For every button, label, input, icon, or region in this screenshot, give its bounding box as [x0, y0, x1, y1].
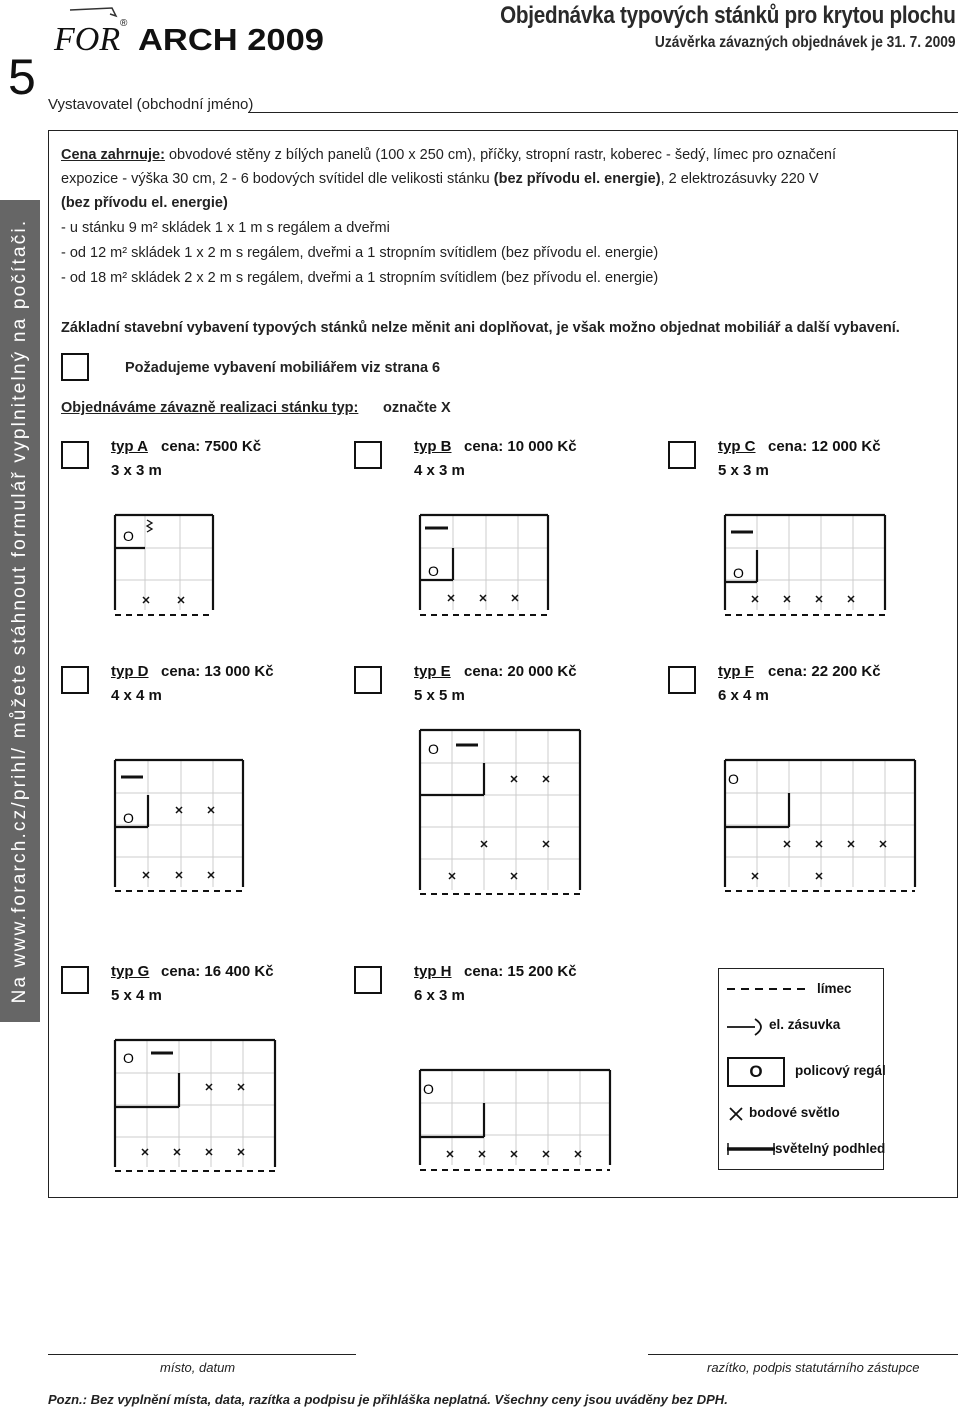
type-a-checkbox[interactable] — [61, 441, 89, 469]
includes-item-1: - u stánku 9 m² skládek 1 x 1 m s regálem a dveřmi — [61, 220, 390, 236]
svg-text:O: O — [733, 565, 744, 581]
place-date-line[interactable] — [48, 1354, 356, 1355]
includes-text-2a: expozice - výška 30 cm, 2 - 6 bodových svítidel dle velikosti stánku — [61, 171, 490, 187]
spotlight-icon — [729, 1107, 743, 1121]
type-c-name: typ C — [718, 438, 756, 455]
type-h-price: cena: 15 200 Kč — [464, 963, 577, 980]
includes-line-2 — [61, 167, 819, 191]
page-number: 5 — [8, 49, 36, 105]
legend-shelf-label: policový regál — [795, 1063, 886, 1078]
type-f-checkbox[interactable] — [668, 666, 696, 694]
svg-text:FOR: FOR — [54, 21, 121, 58]
includes-label: Cena zahrnuje: — [61, 147, 165, 163]
svg-text:O: O — [123, 810, 134, 826]
furniture-checkbox[interactable] — [61, 353, 89, 381]
collar-dashed-line-icon — [727, 983, 807, 995]
ceiling-light-icon — [727, 1143, 777, 1155]
type-b-size: 4 x 3 m — [414, 462, 465, 479]
type-g-floor-plan — [105, 1035, 285, 1180]
type-g-price: cena: 16 400 Kč — [161, 963, 274, 980]
deadline-note: Uzávěrka závazných objednávek je 31. 7. 2009 — [655, 34, 956, 51]
type-a-size: 3 x 3 m — [111, 462, 162, 479]
exhibitor-label: Vystavovatel (obchodní jméno) — [48, 96, 254, 113]
includes-text-3: (bez přívodu el. energie) — [61, 195, 228, 211]
place-date-label: místo, datum — [160, 1360, 236, 1375]
type-f-floor-plan — [715, 755, 925, 900]
type-c-checkbox[interactable] — [668, 441, 696, 469]
type-e-checkbox[interactable] — [354, 666, 382, 694]
type-a-floor-plan — [105, 510, 225, 620]
includes-item-2: - od 12 m² skládek 1 x 2 m s regálem, dveřmi a 1 stropním svítidlem (bez přívodu el. energie) — [61, 245, 659, 261]
svg-text:O: O — [123, 528, 134, 544]
type-c-floor-plan — [715, 510, 895, 620]
type-d-checkbox[interactable] — [61, 666, 89, 694]
legend-ceiling-label: světelný podhled — [775, 1141, 886, 1156]
order-label: Objednáváme závazně realizaci stánku typ: — [61, 400, 359, 416]
type-e-size: 5 x 5 m — [414, 687, 465, 704]
type-d-price: cena: 13 000 Kč — [161, 663, 274, 680]
type-c-price: cena: 12 000 Kč — [768, 438, 881, 455]
svg-text:O: O — [428, 741, 439, 757]
type-g-name: typ G — [111, 963, 150, 980]
sidebar-download-text: Na www.forarch.cz/prihl/ můžete stáhnout formulář vyplnitelný na počítači. — [9, 218, 30, 1004]
stamp-signature-label: razítko, podpis statutárního zástupce — [707, 1360, 920, 1375]
type-g-size: 5 x 4 m — [111, 987, 162, 1004]
type-b-price: cena: 10 000 Kč — [464, 438, 577, 455]
svg-text:O: O — [423, 1081, 434, 1097]
furniture-request-label: Požadujeme vybavení mobiliářem viz strana 6 — [125, 360, 441, 376]
shelf-symbol-icon: O — [727, 1057, 785, 1087]
legend-spot-label: bodové světlo — [749, 1105, 840, 1120]
type-b-checkbox[interactable] — [354, 441, 382, 469]
svg-text:O: O — [728, 771, 739, 787]
type-e-floor-plan — [410, 725, 590, 900]
page-title: Objednávka typových stánků pro krytou plochu — [500, 2, 956, 29]
type-d-name: typ D — [111, 663, 149, 680]
legend-box — [718, 968, 884, 1170]
type-g-checkbox[interactable] — [61, 966, 89, 994]
legend-collar-label: límec — [817, 981, 852, 996]
type-f-name: typ F — [718, 663, 754, 680]
footnote: Pozn.: Bez vyplnění místa, data, razítka a podpisu je přihláška neplatná. Všechny ceny jsou uváděny bez DPH. — [48, 1392, 728, 1407]
type-d-floor-plan — [105, 755, 255, 900]
type-b-floor-plan — [410, 510, 560, 620]
type-b-name: typ B — [414, 438, 452, 455]
svg-text:®: ® — [120, 18, 128, 29]
includes-text-2b: (bez přívodu el. energie) — [493, 171, 661, 187]
sidebar-download-banner — [0, 200, 40, 1022]
mark-instruction: označte X — [383, 400, 451, 416]
type-h-checkbox[interactable] — [354, 966, 382, 994]
type-a-name: typ A — [111, 438, 148, 455]
svg-text:ARCH 2009: ARCH 2009 — [138, 22, 324, 57]
type-d-size: 4 x 4 m — [111, 687, 162, 704]
stamp-signature-line[interactable] — [648, 1354, 958, 1355]
type-a-price: cena: 7500 Kč — [161, 438, 262, 455]
legend-socket-label: el. zásuvka — [769, 1017, 841, 1032]
type-e-price: cena: 20 000 Kč — [464, 663, 577, 680]
forarch-logo — [52, 6, 352, 58]
svg-text:O: O — [428, 563, 439, 579]
type-h-floor-plan — [410, 1065, 620, 1180]
socket-icon — [727, 1017, 767, 1037]
type-f-size: 6 x 4 m — [718, 687, 769, 704]
basic-equipment-note: Základní stavební vybavení typových stánků nelze měnit ani doplňovat, je však možno objednat mobiliář a další vybavení. — [61, 320, 900, 336]
includes-line-1 — [61, 143, 836, 167]
includes-text-2c: , 2 elektrozásuvky 220 V — [660, 171, 819, 187]
svg-text:O: O — [123, 1050, 134, 1066]
type-h-name: typ H — [414, 963, 452, 980]
includes-item-3: - od 18 m² skládek 2 x 2 m s regálem, dveřmi a 1 stropním svítidlem (bez přívodu el. energie) — [61, 270, 659, 286]
includes-text-1: obvodové stěny z bílých panelů (100 x 250 cm), příčky, stropní rastr, koberec - šedý, límec pro označení — [168, 147, 837, 163]
type-h-size: 6 x 3 m — [414, 987, 465, 1004]
type-f-price: cena: 22 200 Kč — [768, 663, 881, 680]
exhibitor-input-line[interactable] — [248, 112, 958, 113]
type-e-name: typ E — [414, 663, 451, 680]
type-c-size: 5 x 3 m — [718, 462, 769, 479]
